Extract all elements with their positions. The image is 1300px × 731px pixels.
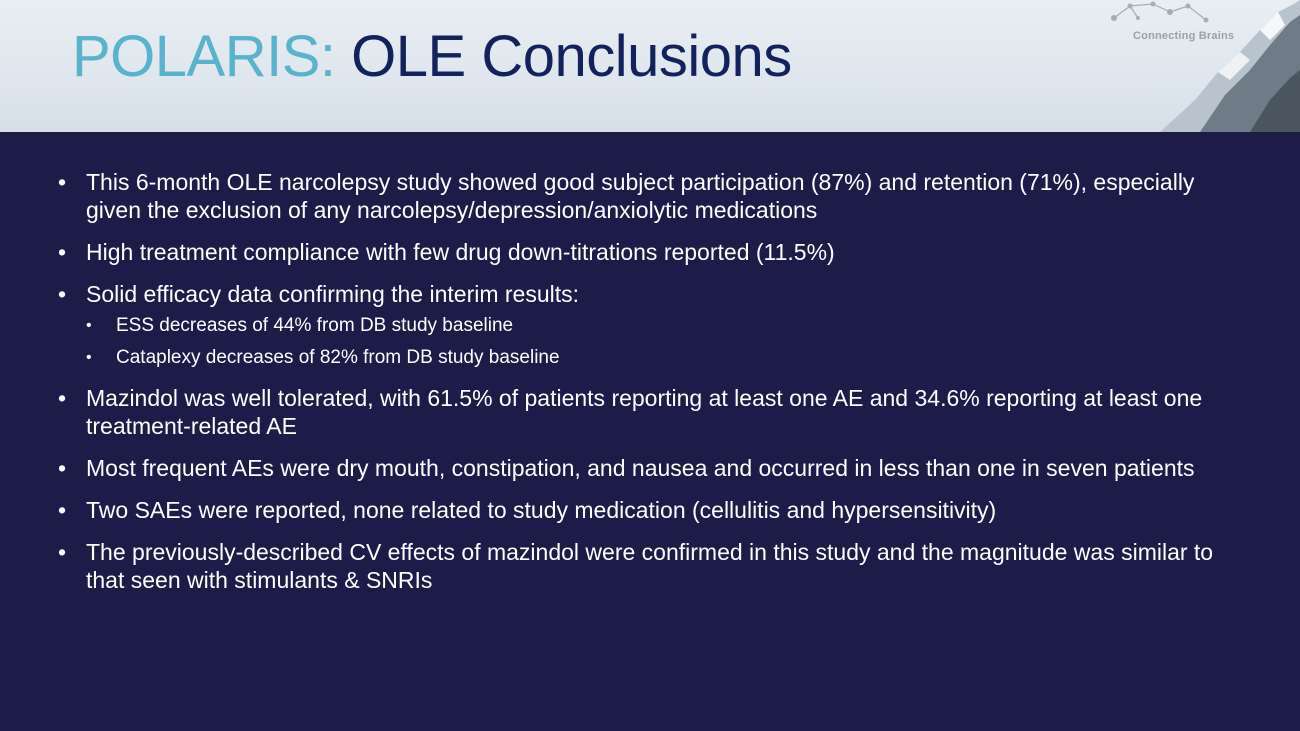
sub-bullet-item	[86, 346, 1238, 370]
bullet-item	[58, 168, 1238, 224]
slide-header	[0, 0, 1300, 132]
bullet-text: High treatment compliance with few drug down-titrations reported (11.5%)	[86, 239, 835, 265]
sub-bullet-list	[86, 314, 1238, 370]
title-accent: POLARIS:	[72, 24, 336, 89]
bullet-text: The previously-described CV effects of mazindol were confirmed in this study and the magnitude was similar to that seen with stimulants & SNRIs	[86, 539, 1214, 593]
bullet-item	[58, 454, 1238, 482]
page-title	[72, 22, 792, 92]
logo-text: Connecting Brains	[1133, 30, 1235, 42]
bullet-text: Two SAEs were reported, none related to study medication (cellulitis and hypersensitivity)	[86, 497, 997, 523]
bullet-text: This 6-month OLE narcolepsy study showed good subject participation (87%) and retention (71%), especially given the exclusion of any narcolepsy/depression/anxiolytic medications	[86, 169, 1195, 223]
sub-bullet-icon: •	[86, 317, 92, 334]
sub-bullet-icon: •	[86, 349, 92, 366]
bullet-item	[58, 280, 1238, 370]
bullet-icon: •	[58, 169, 67, 195]
title-main: OLE Conclusions	[335, 24, 792, 89]
sub-bullet-item	[86, 314, 1238, 338]
bullet-item	[58, 238, 1238, 266]
bullet-text: Solid efficacy data confirming the interim results:	[86, 281, 580, 307]
bullet-text: Most frequent AEs were dry mouth, constipation, and nausea and occurred in less than one in seven patients	[86, 455, 1195, 481]
bullet-icon: •	[58, 539, 67, 565]
bullet-item	[58, 538, 1238, 594]
bullet-icon: •	[58, 455, 67, 481]
sub-bullet-text: ESS decreases of 44% from DB study baseline	[116, 315, 514, 336]
sub-bullet-text: Cataplexy decreases of 82% from DB study baseline	[116, 347, 560, 368]
bullet-text: Mazindol was well tolerated, with 61.5% of patients reporting at least one AE and 34.6% reporting at least one treatment-related AE	[86, 385, 1203, 439]
bullet-icon: •	[58, 239, 67, 265]
bullet-icon: •	[58, 497, 67, 523]
bullet-item	[58, 496, 1238, 524]
bullet-item	[58, 384, 1238, 440]
bullet-icon: •	[58, 281, 67, 307]
slide-body	[0, 132, 1300, 731]
bullet-icon: •	[58, 385, 67, 411]
bullet-list	[58, 168, 1238, 608]
